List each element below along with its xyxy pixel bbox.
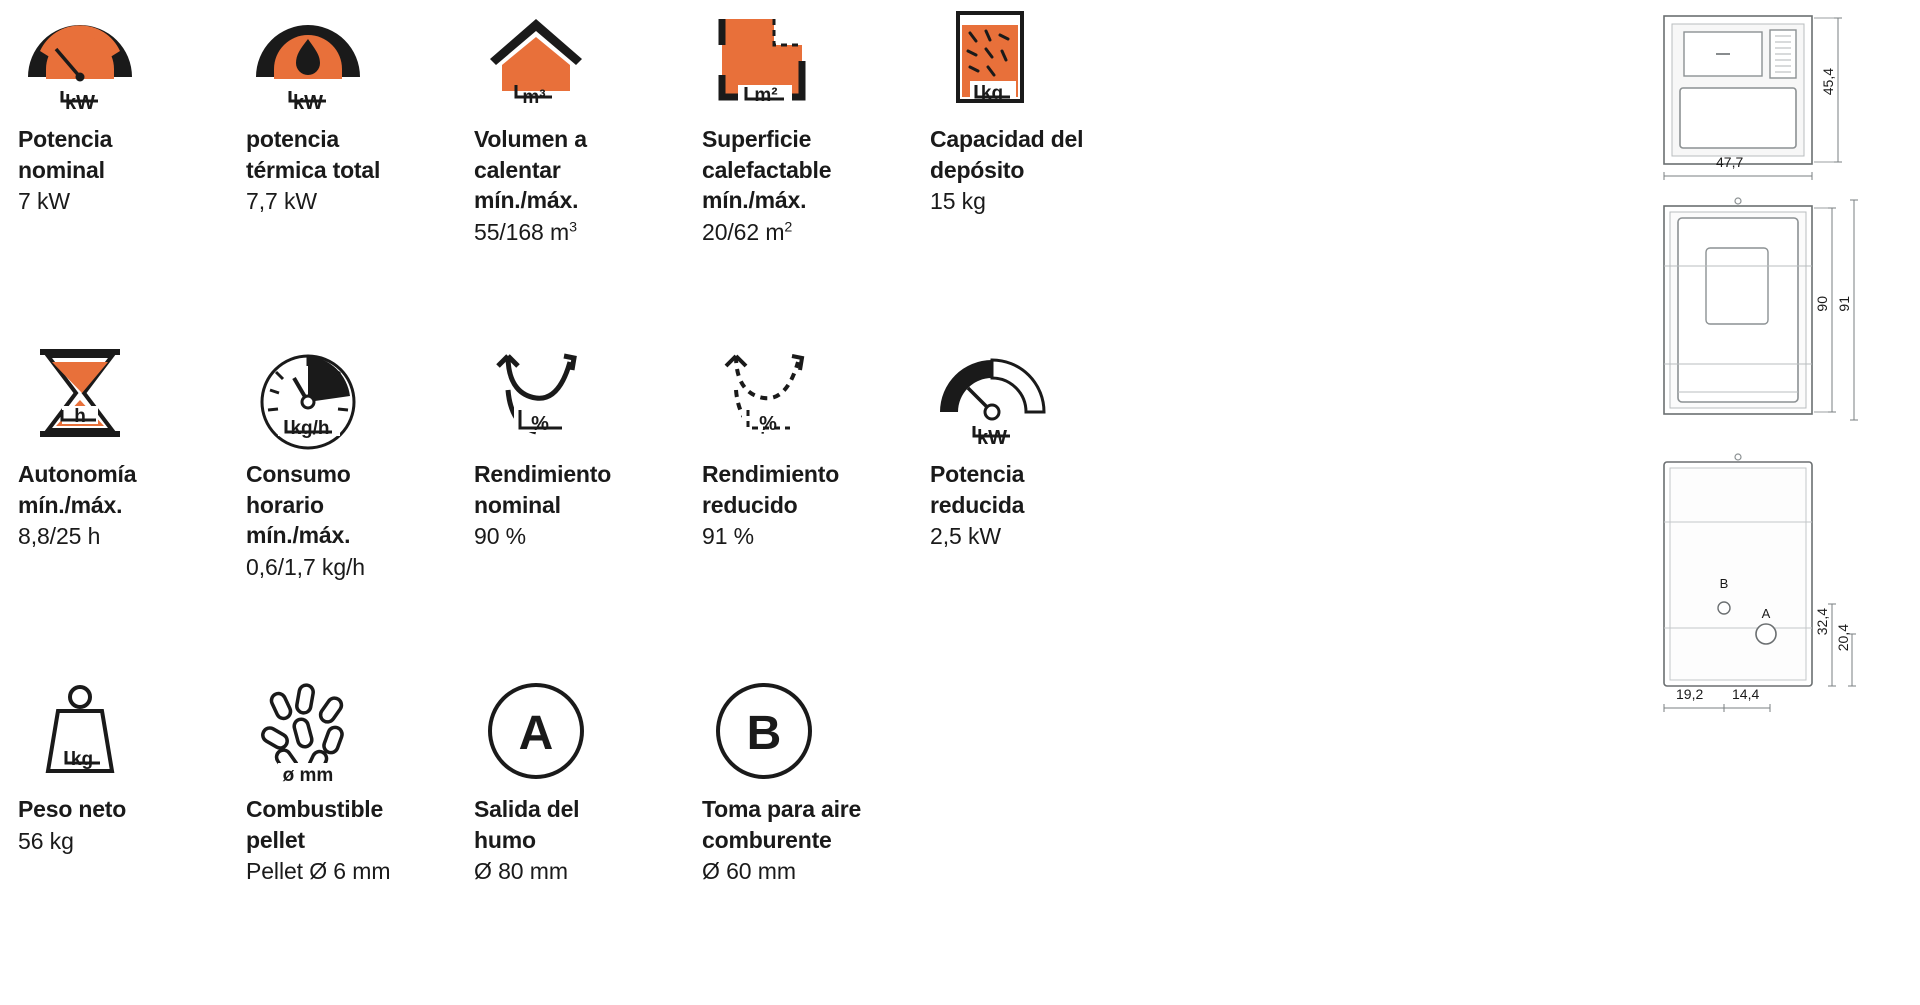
rear-view-height-a-label: 32,4 (1814, 608, 1830, 636)
spec-value: 55/168 $m^3$ (474, 218, 577, 245)
spec-label: Capacidad del depósito (930, 126, 1084, 183)
spec-item (930, 0, 1158, 335)
spec-label: Autonomía mín./máx. (18, 461, 137, 518)
svg-text:kW: kW (293, 92, 323, 114)
spec-value: 15 kg (930, 188, 986, 215)
svg-text:%: % (759, 413, 777, 435)
spec-value: 7 kW (18, 188, 70, 215)
power-gauge-kw-icon (18, 0, 230, 122)
pellet-hopper-kg-icon (930, 0, 1142, 122)
spec-item (474, 335, 702, 670)
spec-label: Salida del humo (474, 796, 580, 853)
rear-view-height-b-label: 20,4 (1835, 624, 1851, 652)
spec-item (18, 335, 246, 670)
svg-text:%: % (531, 413, 549, 435)
spec-item (930, 335, 1158, 670)
spec-item (702, 335, 930, 670)
spec-label: potencia térmica total (246, 126, 381, 183)
svg-text:B: B (1719, 576, 1729, 591)
rear-view-offset-left-label: 19,2 (1676, 686, 1704, 702)
efficiency-reduced-percent-icon (702, 335, 914, 457)
specifications-grid (18, 0, 1158, 1005)
front-view-total-height-label: 91 (1836, 296, 1852, 312)
spec-label: Combustible pellet (246, 796, 384, 853)
spec-label: Superficie calefactable mín./máx. (702, 126, 832, 214)
spec-item (18, 670, 246, 1005)
rear-view-offset-right-label: 14,4 (1732, 686, 1760, 702)
front-view (1662, 196, 1862, 431)
spec-label: Rendimiento nominal (474, 461, 612, 518)
top-view-depth-label: 45,4 (1820, 68, 1836, 96)
svg-text:kW: kW (65, 92, 95, 114)
spec-label: Potencia nominal (18, 126, 113, 183)
weight-kg-icon (18, 670, 230, 792)
hourglass-hours-icon (18, 335, 230, 457)
spec-item (246, 0, 474, 335)
spec-value: 56 kg (18, 827, 74, 854)
spec-item (702, 670, 930, 1005)
svg-text:kg: kg (980, 83, 1004, 104)
svg-text:B: B (746, 707, 782, 760)
spec-value: 20/62 $m^2$ (702, 218, 793, 245)
floorplan-area-m2-icon (702, 0, 914, 122)
top-view-width-label: 47,7 (1716, 154, 1744, 170)
spec-item (18, 0, 246, 335)
spec-value: 0,6/1,7 kg/h (246, 553, 365, 580)
svg-text:A: A (1761, 606, 1771, 621)
spec-item (474, 670, 702, 1005)
rear-view (1662, 452, 1862, 737)
top-view (1662, 14, 1862, 189)
spec-item (702, 0, 930, 335)
spec-label: Peso neto (18, 796, 127, 822)
spec-label: Potencia reducida (930, 461, 1025, 518)
svg-text:kg/h: kg/h (290, 418, 330, 439)
spec-item-empty (930, 670, 1158, 1005)
spec-value: 7,7 kW (246, 188, 317, 215)
house-volume-m3-icon (474, 0, 686, 122)
spec-label: Volumen a calentar mín./máx. (474, 126, 587, 214)
spec-value: 90 % (474, 523, 527, 550)
svg-text:ø mm: ø mm (282, 765, 334, 786)
technical-drawings (1640, 0, 1900, 938)
svg-text:h: h (74, 406, 86, 427)
pellet-diameter-mm-icon (246, 670, 458, 792)
spec-item (474, 0, 702, 335)
svg-text:m²: m² (754, 85, 778, 106)
svg-text:kg: kg (70, 749, 94, 770)
inlet-b-circle-icon (702, 670, 914, 792)
spec-label: Rendimiento reducido (702, 461, 840, 518)
flame-gauge-kw-icon (246, 0, 458, 122)
spec-value: 8,8/25 h (18, 523, 101, 550)
spec-label: Toma para aire comburente (702, 796, 862, 853)
svg-text:A: A (518, 707, 554, 760)
svg-text:kW: kW (977, 427, 1007, 449)
spec-value: 91 % (702, 523, 755, 550)
efficiency-nominal-percent-icon (474, 335, 686, 457)
spec-item (246, 335, 474, 670)
reduced-power-gauge-kw-icon (930, 335, 1142, 457)
spec-value: Ø 60 mm (702, 858, 796, 885)
spec-value: Pellet Ø 6 mm (246, 858, 391, 885)
svg-text:m³: m³ (522, 87, 546, 108)
front-view-body-height-label: 90 (1814, 296, 1830, 312)
consumption-gauge-kgh-icon (246, 335, 458, 457)
spec-value: 2,5 kW (930, 523, 1001, 550)
spec-item (246, 670, 474, 1005)
spec-value: Ø 80 mm (474, 858, 568, 885)
outlet-a-circle-icon (474, 670, 686, 792)
spec-label: Consumo horario mín./máx. (246, 461, 351, 549)
